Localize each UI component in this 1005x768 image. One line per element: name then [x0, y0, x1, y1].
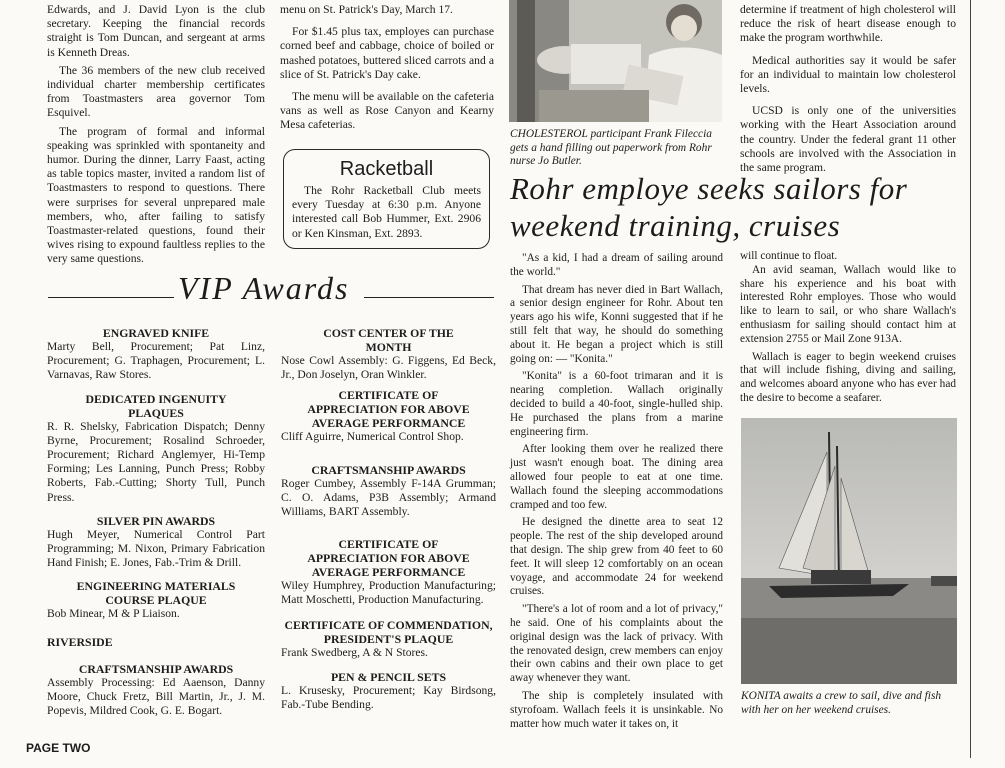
- rule-right: [364, 297, 494, 298]
- award-heading: COST CENTER OF THE MONTH: [323, 326, 454, 354]
- paragraph: The 36 members of the new club received individual charter membership certificates from Toastmasters area governor Tom Esquivel.: [47, 63, 265, 120]
- award-riverside: [47, 635, 265, 649]
- award-text: Wiley Humphrey, Production Manufacturing; Matt Moschetti, Production Manufacturing.: [281, 579, 496, 607]
- award-craftsmanship: [47, 662, 265, 719]
- award-text: Roger Cumbey, Assembly F-14A Grumman; C. O. Adams, P3B Assembly; Armand Williams, BART Assembly.: [281, 476, 496, 519]
- racketball-box: [283, 149, 490, 249]
- award-engineering-materials: [47, 579, 265, 621]
- paragraph: "There's a lot of room and a lot of privacy," he said. One of his complaints about the original design was the lack of privacy. With the renovated design, crew members can enjoy their own cabins and their own place to get away whenever they want.: [510, 603, 723, 685]
- award-pen-pencil: [281, 670, 496, 712]
- award-heading: CERTIFICATE OF APPRECIATION FOR ABOVE AVERAGE PERFORMANCE: [307, 388, 470, 431]
- page-label: PAGE TWO: [26, 741, 91, 755]
- vip-title-row: [48, 270, 498, 310]
- page-border: [970, 0, 971, 758]
- award-heading: SILVER PIN AWARDS: [96, 513, 216, 528]
- award-silver-pin: [47, 514, 265, 571]
- vip-left-column: [47, 326, 265, 718]
- award-cost-center: [281, 326, 496, 382]
- award-heading: CRAFTSMANSHIP AWARDS: [311, 462, 466, 477]
- award-heading: CERTIFICATE OF COMMENDATION, PRESIDENT'S PLAQUE: [284, 617, 493, 646]
- award-heading: PEN & PENCIL SETS: [330, 669, 447, 684]
- paragraph: "As a kid, I had a dream of sailing around the world.": [510, 252, 723, 278]
- paragraph: Edwards, and J. David Lyon is the club secretary. Keeping the financial records straight is Tom Duncan, and sergeant at arms is Kenneth Dreas.: [47, 3, 265, 59]
- award-text: Frank Swedberg, A & N Stores.: [281, 645, 428, 659]
- cholesterol-photo: [509, 0, 722, 122]
- award-heading: ENGRAVED KNIFE: [102, 326, 210, 340]
- paragraph: UCSD is only one of the universities working with the Heart Association around the country. Under the federal grant 11 other schools are involved with the Association in the same program.: [740, 104, 956, 175]
- award-commendation: [281, 618, 496, 660]
- rule-left: [48, 297, 174, 298]
- konita-caption: KONITA awaits a crew to sail, dive and fish with her on her weekend cruises.: [741, 690, 942, 716]
- award-text: R. R. Shelsky, Fabrication Dispatch; Denny Byrne, Procurement; Rosalind Schroeder, Procurement; Richard Anglemyer, Hi-Temp Forming; Les Lanning, Punch Press; Robby Roberts, Fab.-Cutting; Shorty Tull, Punch Press.: [47, 419, 265, 504]
- award-craftsmanship-right: [281, 463, 496, 520]
- paragraph: will continue to float.: [740, 250, 838, 262]
- award-text: Assembly Processing: Ed Aaenson, Danny Moore, Chuck Fretz, Bill Martin, Jr., J. M. Popevis, Mildred Cook, G. E. Bogart.: [47, 675, 265, 718]
- racketball-title: Racketball: [339, 158, 434, 180]
- award-certificate-appreciation-2: [281, 537, 496, 607]
- award-text: Marty Bell, Procurement; Pat Linz, Procurement; G. Traphagen, Procurement; L. Varnavas, Raw Stores.: [47, 340, 265, 382]
- award-text: Nose Cowl Assembly: G. Figgens, Ed Beck, Jr., Don Joselyn, Oran Winkler.: [281, 354, 496, 382]
- sailing-column-1: [510, 252, 723, 735]
- paragraph: Medical authorities say it would be safer for an individual to maintain low cholesterol levels.: [740, 53, 956, 96]
- paragraph: The ship is completely insulated with styrofoam. Wallach feels it is unsinkable. No matter how much water it takes on, it: [510, 689, 723, 730]
- paragraph: After looking them over he realized there just wasn't enough boat. The dining area allowed four people to eat at one time. Wallach found the sleeping accommodations cramped and too few.: [510, 443, 723, 511]
- award-ingenuity-plaques: [47, 392, 265, 505]
- racketball-text: The Rohr Racketball Club meets every Tuesday at 6:30 p.m. Anyone interested call Bob Hummer, Ext. 2906 or Ken Kinsman, Ext. 2893.: [292, 184, 481, 240]
- toastmasters-article: [47, 3, 265, 271]
- vip-title: VIP Awards: [178, 270, 350, 306]
- paragraph: menu on St. Patrick's Day, March 17.: [280, 3, 453, 16]
- award-text: L. Krusesky, Procurement; Kay Birdsong, Fab.-Tube Bending.: [281, 683, 496, 712]
- paragraph: That dream has never died in Bart Wallach, a senior design engineer for Rohr. About ten years ago his wife, Konni suggested that if he still felt that way, he should do something about it. He began a project which is still going on: — "Konita.": [510, 283, 723, 365]
- paragraph: The program of formal and informal speaking was sprinkled with spontaneity and humor. During the dinner, Larry Faast, acting as table topics master, invited a random list of Toastmasters to respond to questions. There were surprises for several unprepared male members, who, after failing to satisfy Toastmaster-related questions, found their wives rising to expound faultless replies to the very same questions.: [47, 124, 265, 266]
- menu-article: [280, 3, 494, 137]
- paragraph: Wallach is eager to begin weekend cruises that will include fishing, diving and sailing, and welcomes aboard anyone who has ever had the desire to become a seafarer.: [740, 350, 956, 404]
- paragraph: "Konita" is a 60-foot trimaran and it is nearing completion. Wallach originally decided to build a 40-foot, single-hulled ship. He purchased the plans from a marine engineering firm.: [510, 370, 723, 438]
- sailing-column-2: [740, 250, 956, 410]
- award-text: Cliff Aguirre, Numerical Control Shop.: [281, 430, 464, 444]
- paragraph: An avid seaman, Wallach would like to share his experience and his boat with interested Rohr employes. Those who would like to learn to sail, or who share Wallach's enthusiasm for sailing should contact him at extension 2755 or Mail Zone 913A.: [740, 263, 956, 345]
- award-heading: DEDICATED INGENUITY PLAQUES: [85, 391, 227, 420]
- konita-photo: [741, 418, 957, 684]
- cholesterol-article: [740, 3, 956, 179]
- award-text: Hugh Meyer, Numerical Control Part Programming; M. Nixon, Primary Fabrication Hand Finish; E. Jones, Fab.-Trim & Drill.: [47, 527, 265, 570]
- paragraph: For $1.45 plus tax, employes can purchase corned beef and cabbage, choice of boiled or mashed potatoes, buttered sliced carrots and a slice of St. Patrick's Day cake.: [280, 25, 494, 81]
- award-heading: RIVERSIDE: [47, 634, 113, 649]
- award-heading: CRAFTSMANSHIP AWARDS: [78, 661, 234, 676]
- cholesterol-caption: CHOLESTEROL participant Frank Fileccia gets a hand filling out paperwork from Rohr nurse Jo Butler.: [510, 128, 712, 168]
- award-heading: CERTIFICATE OF APPRECIATION FOR ABOVE AVERAGE PERFORMANCE: [307, 537, 470, 580]
- sailing-headline: Rohr employe seeks sailors for weekend training, cruises: [510, 171, 908, 243]
- paragraph: determine if treatment of high cholesterol will reduce the risk of heart disease enough to make the program worthwhile.: [740, 3, 956, 45]
- award-engraved-knife: [47, 326, 265, 383]
- award-heading: ENGINEERING MATERIALS COURSE PLAQUE: [76, 579, 236, 608]
- award-certificate-appreciation-1: [281, 388, 496, 444]
- paragraph: He designed the dinette area to seat 12 people. The rest of the ship developed around that design. The ship grew from 40 feet to 60 feet. It will sleep 12 comfortably on an ocean voyage, and accommodate 24 for weekend cruises.: [510, 516, 723, 598]
- award-text: Bob Minear, M & P Liaison.: [47, 607, 180, 621]
- paragraph: The menu will be available on the cafeteria vans as well as Rose Canyon and Kearny Mesa cafeterias.: [280, 90, 494, 132]
- vip-right-column: [281, 326, 496, 712]
